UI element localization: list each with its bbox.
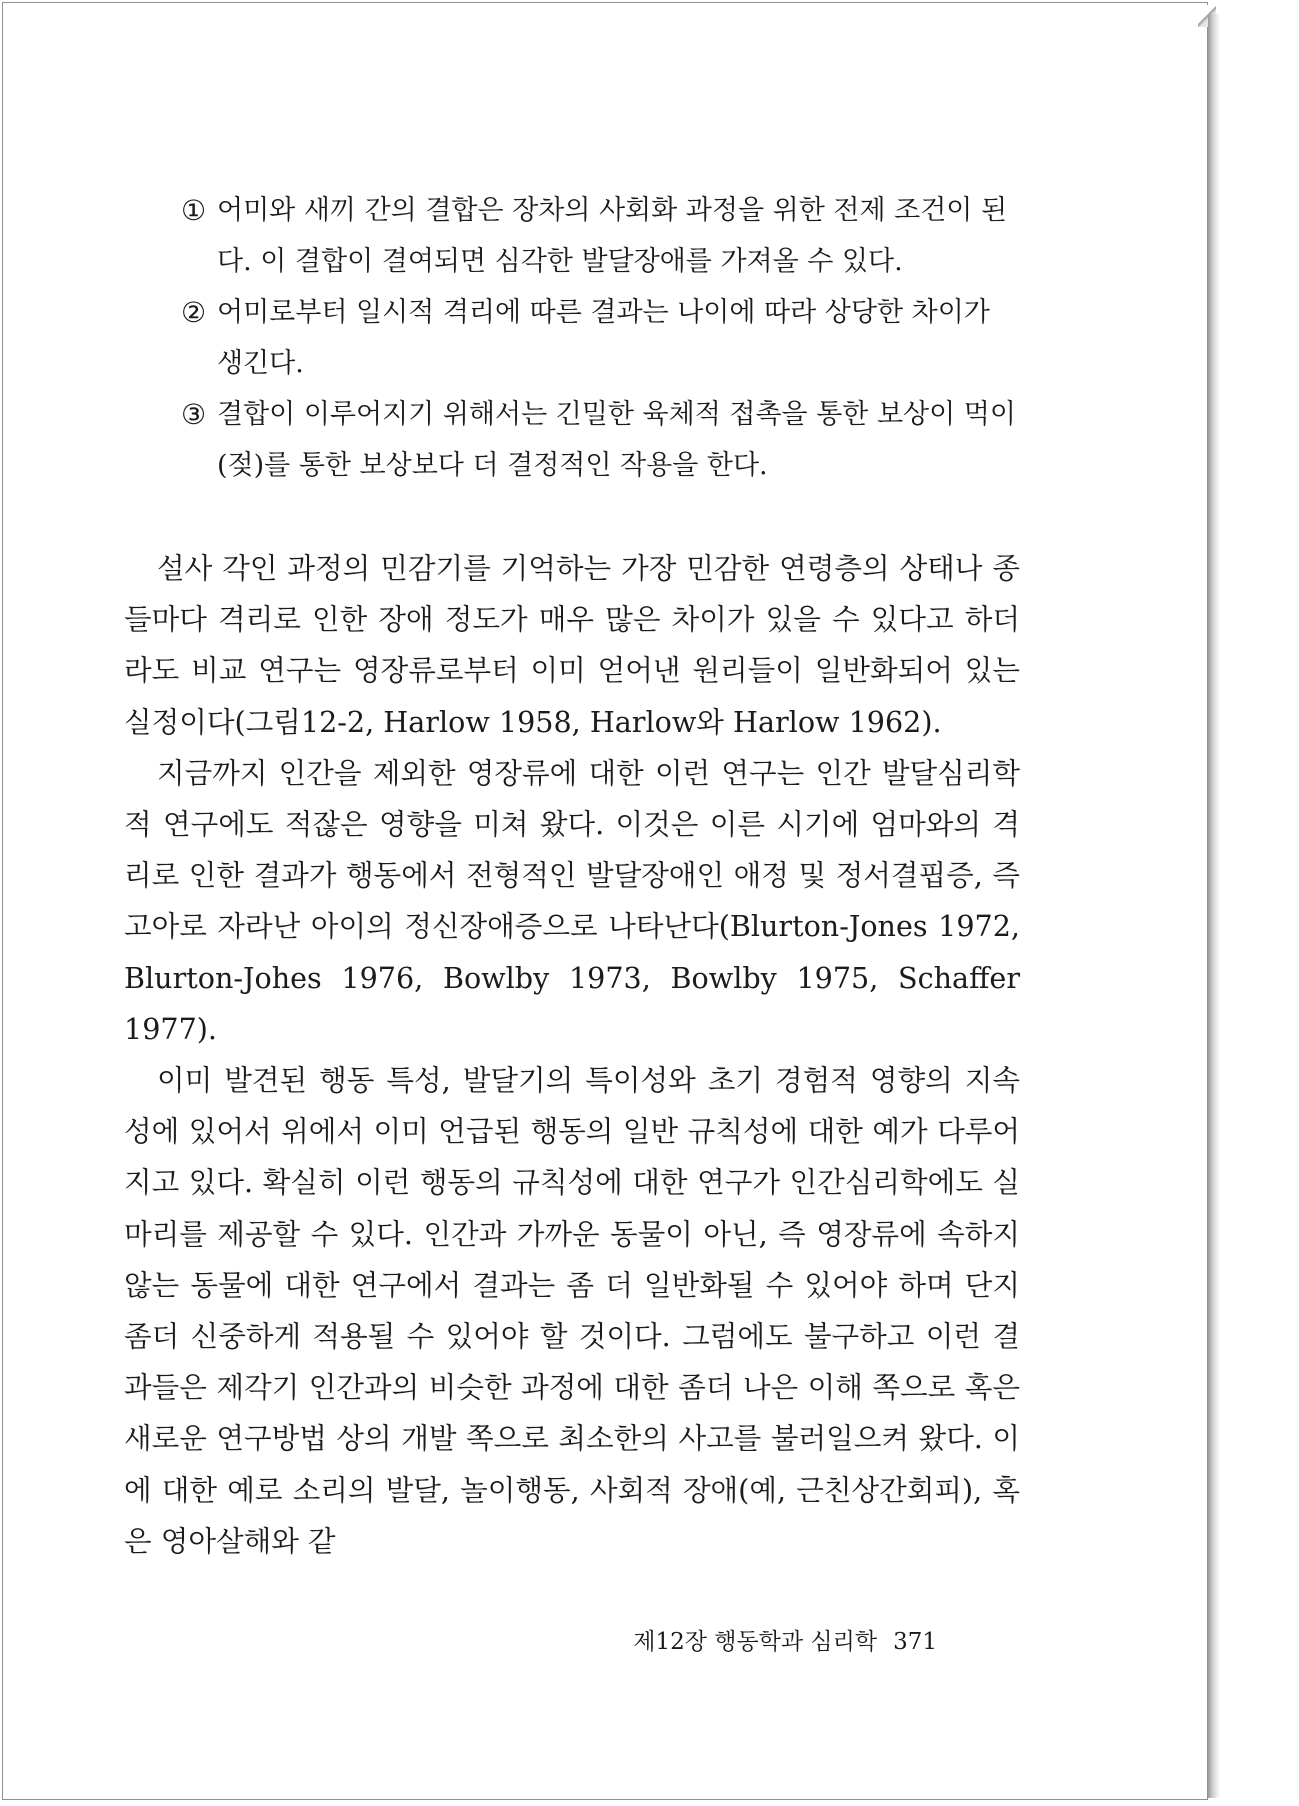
paragraph: 지금까지 인간을 제외한 영장류에 대한 이런 연구는 인간 발달심리학적 연구에도 적잖은 영향을 미쳐 왔다. 이것은 이른 시기에 엄마와의 격리로 인한 결과가 행동에서 전형적인 발달장애인 애정 및 정서결핍증, 즉 고아로 자라난 아이의 정신장애증으로 나타난다(Blurton-Jones 1972, Blurton-Johes 1976, Bowlby 1973, Bowlby 1975, Schaffer 1977). bbox=[124, 755, 1020, 1046]
book-page bbox=[2, 2, 1208, 1800]
list-marker: ③ bbox=[181, 398, 207, 431]
paragraph: 이미 발견된 행동 특성, 발달기의 특이성와 초기 경험적 영향의 지속성에 있어서 위에서 이미 언급된 행동의 일반 규칙성에 대한 예가 다루어지고 있다. 확실히 이런 행동의 규칙성에 대한 연구가 인간심리학에도 실마리를 제공할 수 있다. 인간과 가까운 동물이 아닌, 즉 영장류에 속하지 않는 동물에 대한 연구에서 결과는 좀 더 일반화될 수 있어야 하며 단지 좀더 신중하게 적용될 수 있어야 할 것이다. 그럼에도 불구하고 이런 결과들은 제각기 인간과의 비슷한 과정에 대한 좀더 나은 이해 쪽으로 혹은 새로운 연구방법 상의 개발 쪽으로 최소한의 사고를 불러일으켜 왔다. 이에 대한 예로 소리의 발달, 놀이행동, 사회적 장애(예, 근친상간회피), 혹은 영아살해와 같 bbox=[124, 1063, 1020, 1558]
running-chapter-title: 제12장 행동학과 심리학 bbox=[633, 1629, 878, 1655]
list-marker: ② bbox=[181, 296, 207, 329]
list-item-text: 어미와 새끼 간의 결합은 장차의 사회화 과정을 위한 전제 조건이 된다. 이 결합이 결여되면 심각한 발달장애를 가져올 수 있다. bbox=[217, 195, 1008, 277]
list-marker: ① bbox=[181, 194, 207, 227]
numbered-list bbox=[181, 185, 1021, 491]
paragraph: 설사 각인 과정의 민감기를 기억하는 가장 민감한 연령층의 상태나 종들마다 격리로 인한 장애 정도가 매우 많은 차이가 있을 수 있다고 하더라도 비교 연구는 영장류로부터 이미 얻어낸 원리들이 일반화되어 있는 실정이다(그림12-2, Harlow 1958, Harlow와 Harlow 1962). bbox=[124, 551, 1020, 739]
list-item bbox=[181, 185, 1021, 287]
list-item bbox=[181, 287, 1021, 389]
list-item bbox=[181, 389, 1021, 491]
page-number: 371 bbox=[893, 1629, 937, 1655]
page-edge-shadow bbox=[1208, 14, 1220, 1798]
body-text bbox=[124, 543, 1020, 1567]
list-item-text: 결합이 이루어지기 위해서는 긴밀한 육체적 접촉을 통한 보상이 먹이(젖)를 통한 보상보다 더 결정적인 작용을 한다. bbox=[217, 399, 1016, 481]
list-item-text: 어미로부터 일시적 격리에 따른 결과는 나이에 따라 상당한 차이가 생긴다. bbox=[217, 297, 990, 379]
page-footer bbox=[633, 1623, 937, 1656]
